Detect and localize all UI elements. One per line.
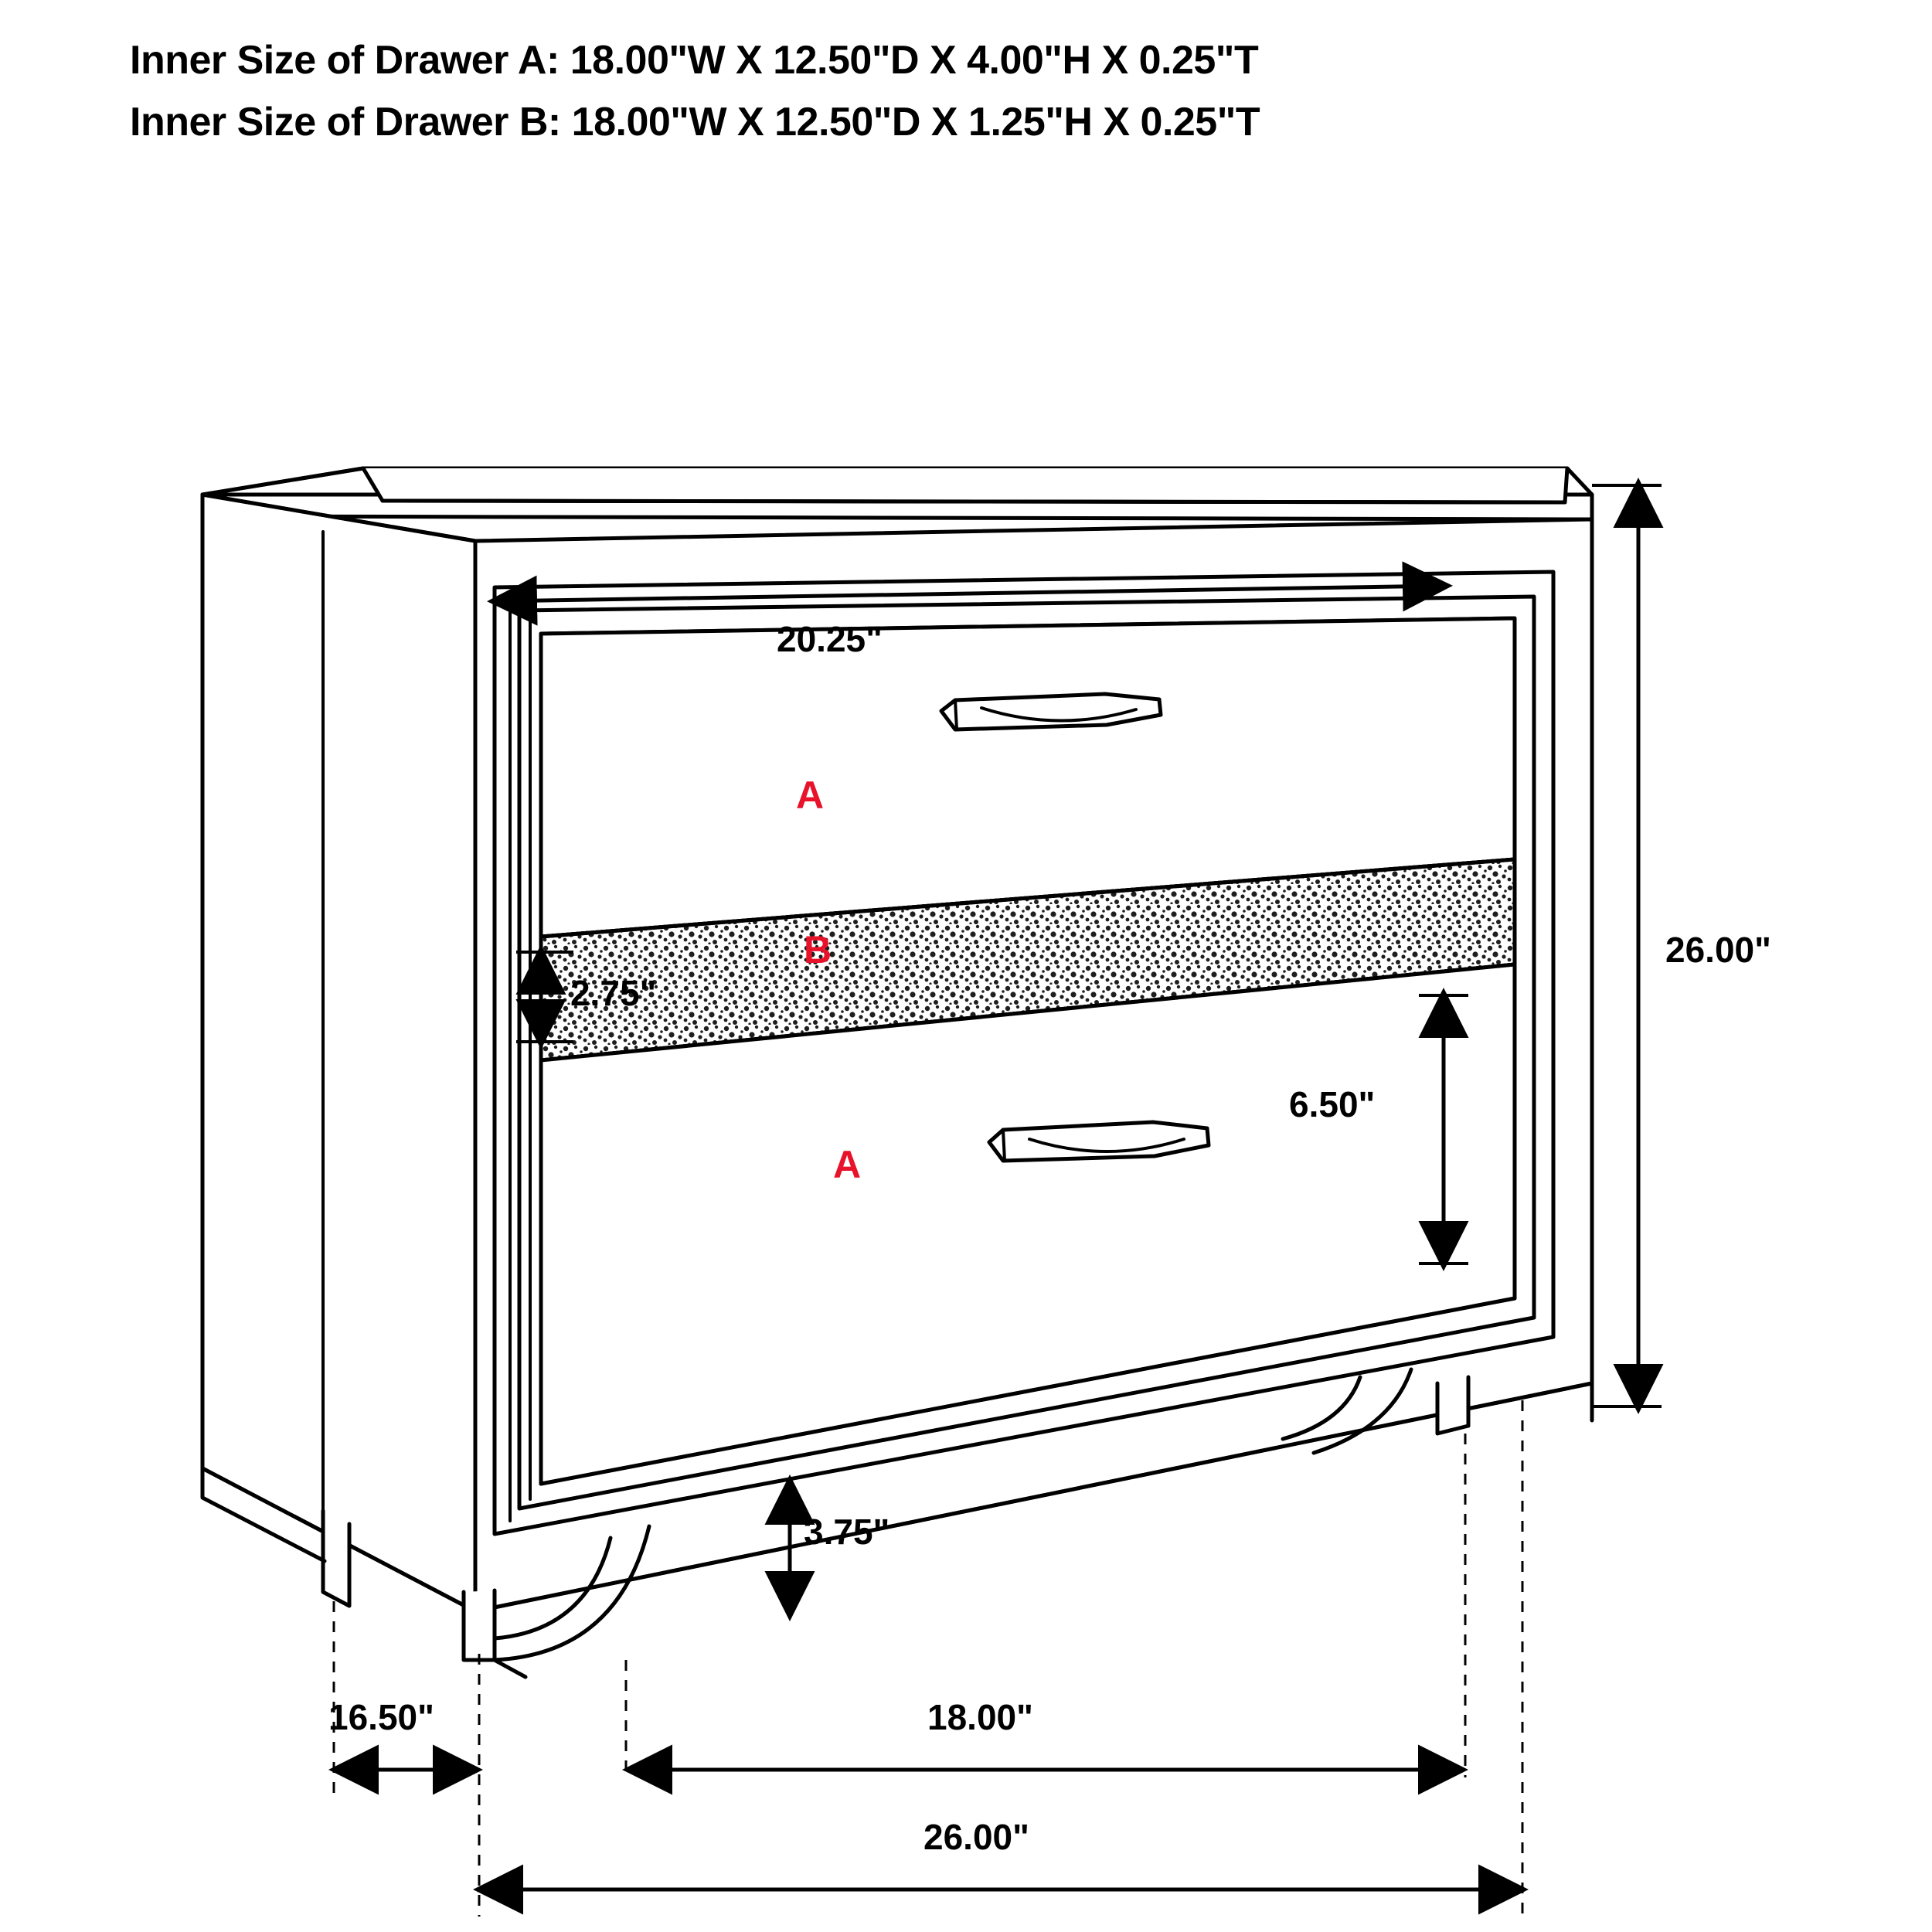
label-drawer-a-bottom: A [833,1143,862,1186]
dimension-total-width: 26.00" [923,1817,1029,1857]
dimension-bottom-drawer-height: 6.50" [1289,1084,1376,1124]
dimension-leg-span: 18.00" [927,1697,1033,1737]
header-line-drawer-a: Inner Size of Drawer A: 18.00"W X 12.50"D X 4.00"H X 0.25"T [130,38,1259,83]
dimension-total-height: 26.00" [1665,930,1771,970]
label-drawer-a-top: A [796,774,825,817]
label-drawer-b: B [804,928,832,971]
dimension-depth: 16.50" [328,1697,434,1737]
header-line-drawer-b: Inner Size of Drawer B: 18.00"W X 12.50"D X 1.25"H X 0.25"T [130,100,1260,145]
dimension-drawer-b-height: 2.75" [570,973,657,1013]
dimension-leg-height: 3.75" [804,1512,890,1552]
dimension-drawer-width: 20.25" [777,619,883,659]
